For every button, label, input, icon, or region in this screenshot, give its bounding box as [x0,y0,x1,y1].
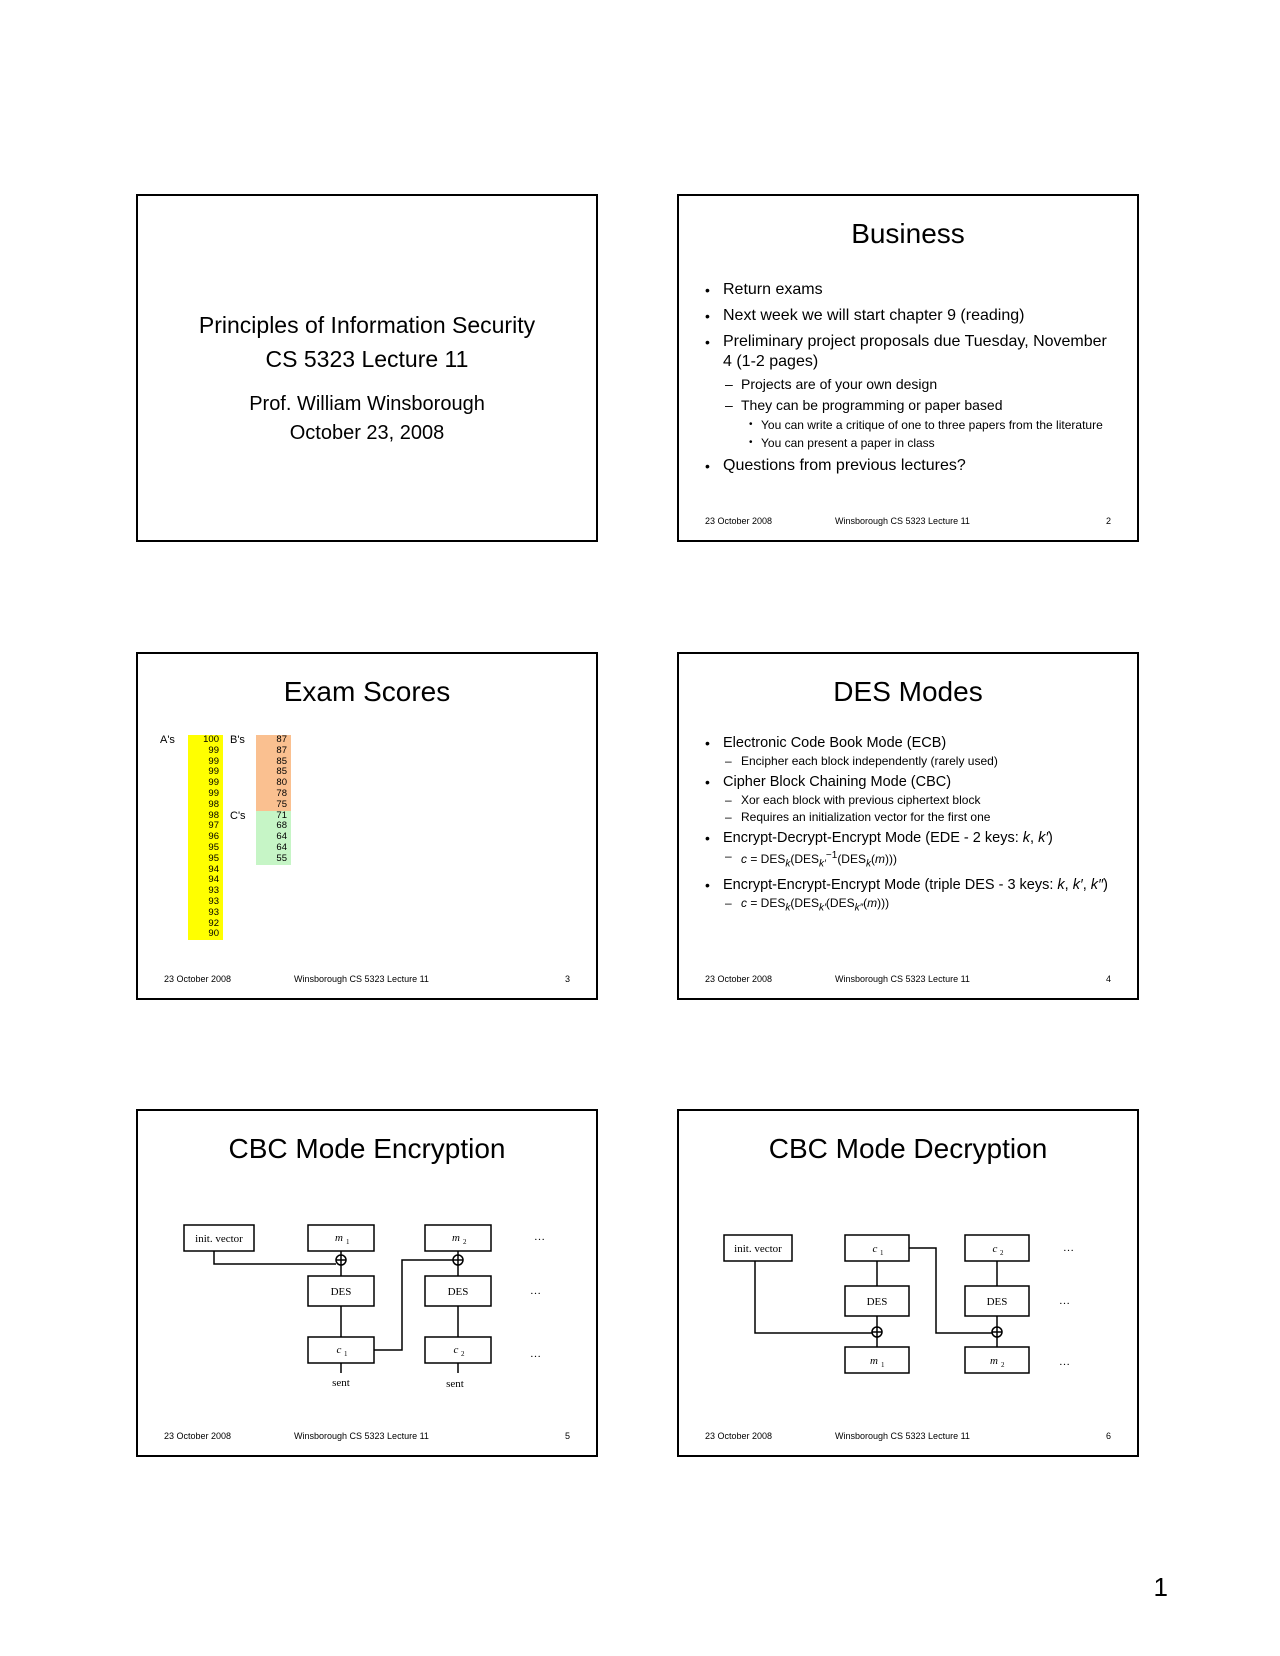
footer-course: Winsborough CS 5323 Lecture 11 [835,974,970,984]
score-value: 98 [208,798,219,810]
score-value: 78 [276,787,287,799]
score-value: 95 [208,852,219,864]
svg-text:c: c [872,1243,878,1255]
svg-text:…: … [1059,1295,1070,1307]
title-block [138,308,596,448]
svg-text:2: 2 [461,1350,465,1358]
list-item: • Return exams [703,280,1117,300]
list-item: • Cipher Block Chaining Mode (CBC) [703,773,1117,791]
a-scores-column [188,735,223,940]
svg-text:m: m [335,1232,343,1244]
slide-heading: Exam Scores [283,676,451,707]
slide-heading: CBC Mode Decryption [768,1133,1048,1164]
svg-text:m: m [870,1355,878,1367]
slide-number: 4 [1105,974,1111,984]
c-grade-label: C's [230,810,246,822]
list-item: • Electronic Code Book Mode (ECB) [703,734,1117,752]
footer-course: Winsborough CS 5323 Lecture 11 [294,974,429,984]
footer-date: 23 October 2008 [705,1431,773,1441]
list-item: • Encrypt-Encrypt-Encrypt Mode (triple DES - 3 keys: k, k′, k″) [703,876,1117,894]
svg-text:2: 2 [463,1238,467,1246]
course-title: Principles of Information Security [198,312,536,338]
list-item: • Questions from previous lectures? [703,456,1117,476]
svg-text:…: … [530,1348,541,1360]
slide-number: 3 [564,974,570,984]
ede-formula: – $c = DES_k(DES_{k'}^{-1}(DES_k(m)))$ [703,848,1117,872]
score-value: 99 [208,777,219,789]
svg-text:DES: DES [986,1296,1008,1308]
score-value: 93 [208,885,219,897]
slide-exam-scores [136,652,598,1000]
score-value: 68 [276,820,287,832]
bullet-list [703,730,1117,917]
svg-text:c: c [453,1344,459,1356]
svg-text:2: 2 [1001,1361,1005,1369]
score-value: 75 [276,798,287,810]
a-grade-label: A's [160,734,175,746]
score-value: 94 [208,863,219,875]
svg-text:c: c [336,1344,342,1356]
list-subitem: – Xor each block with previous ciphertext block [703,792,1117,808]
slide-number: 5 [564,1431,570,1441]
score-value: 64 [276,831,287,843]
score-value: 55 [276,852,287,864]
slide-number: 6 [1105,1431,1111,1441]
list-subsubitem: • You can present a paper in class [703,436,1117,450]
score-value: 92 [208,917,219,929]
slide-title-page [136,194,598,542]
slide-des-modes [677,652,1139,1000]
cbc-encryption-diagram [138,1111,598,1457]
footer-course: Winsborough CS 5323 Lecture 11 [294,1431,429,1441]
score-value: 95 [208,841,219,853]
svg-text:init. vector: init. vector [734,1243,782,1255]
list-subitem: – They can be programming or paper based [703,396,1117,414]
svg-text:…: … [1059,1356,1070,1368]
list-subsubitem: • You can write a critique of one to three papers from the literature [703,418,1117,432]
page-number: 1 [1153,1572,1168,1602]
score-value: 93 [208,906,219,918]
list-subitem: – Requires an initialization vector for the first one [703,809,1117,825]
score-value: 99 [208,744,219,756]
score-value: 87 [276,734,287,745]
slide-cbc-encryption [136,1109,598,1457]
list-item: • Encrypt-Decrypt-Encrypt Mode (EDE - 2 keys: k, k′) [703,829,1117,847]
score-value: 94 [208,874,219,886]
score-value: 64 [276,841,287,853]
score-value: 99 [208,766,219,778]
footer-date: 23 October 2008 [164,974,232,984]
score-value: 85 [276,766,287,778]
b-grade-label: B's [230,734,245,746]
b-scores-column [256,735,291,811]
slide-heading: Business [851,218,965,249]
svg-text:1: 1 [881,1361,885,1369]
svg-text:2: 2 [1000,1249,1004,1257]
svg-text:m: m [452,1232,460,1244]
svg-text:1: 1 [344,1350,348,1358]
score-value: 85 [276,755,287,767]
svg-text:m: m [990,1355,998,1367]
score-value: 80 [276,777,287,789]
bullet-list [703,274,1117,476]
score-value: 99 [208,755,219,767]
score-value: 98 [208,809,219,821]
c-scores-column [256,811,291,865]
score-value: 99 [208,787,219,799]
list-item: • Next week we will start chapter 9 (reading) [703,306,1117,326]
svg-text:1: 1 [880,1249,884,1257]
svg-text:…: … [1063,1242,1074,1254]
svg-text:c: c [992,1243,998,1255]
svg-text:init. vector: init. vector [195,1233,243,1245]
score-value: 100 [203,734,219,745]
svg-text:DES: DES [866,1296,888,1308]
svg-text:sent: sent [446,1378,464,1390]
svg-text:DES: DES [447,1286,469,1298]
list-item: • Preliminary project proposals due Tuesday, November 4 (1-2 pages) [703,332,1117,372]
slide-cbc-decryption [677,1109,1139,1457]
score-value: 87 [276,744,287,756]
svg-text:…: … [530,1285,541,1297]
footer-course: Winsborough CS 5323 Lecture 11 [835,1431,970,1441]
score-value: 93 [208,895,219,907]
slide-number: 2 [1105,516,1111,526]
slide-business [677,194,1139,542]
svg-text:…: … [534,1231,545,1243]
list-subitem: – Projects are of your own design [703,375,1117,393]
score-value: 90 [208,928,219,940]
svg-text:DES: DES [330,1286,352,1298]
footer-date: 23 October 2008 [705,974,773,984]
score-value: 97 [208,820,219,832]
footer-date: 23 October 2008 [164,1431,232,1441]
cbc-decryption-diagram [679,1111,1139,1457]
svg-text:1: 1 [346,1238,350,1246]
footer-date: 23 October 2008 [705,516,773,526]
score-value: 96 [208,831,219,843]
lecture-id: CS 5323 Lecture 11 [265,346,469,372]
lecture-date: October 23, 2008 [289,422,445,444]
list-subitem: – Encipher each block independently (rarely used) [703,753,1117,769]
svg-text:sent: sent [332,1377,350,1389]
footer-course: Winsborough CS 5323 Lecture 11 [835,516,970,526]
triple-des-formula: – $c = DES_k(DES_{k'}(DES_{k''}(m)))$ [703,895,1117,916]
slide-heading: DES Modes [833,676,983,707]
slide-heading: CBC Mode Encryption [228,1133,506,1164]
score-value: 71 [276,809,287,821]
instructor: Prof. William Winsborough [249,393,485,415]
